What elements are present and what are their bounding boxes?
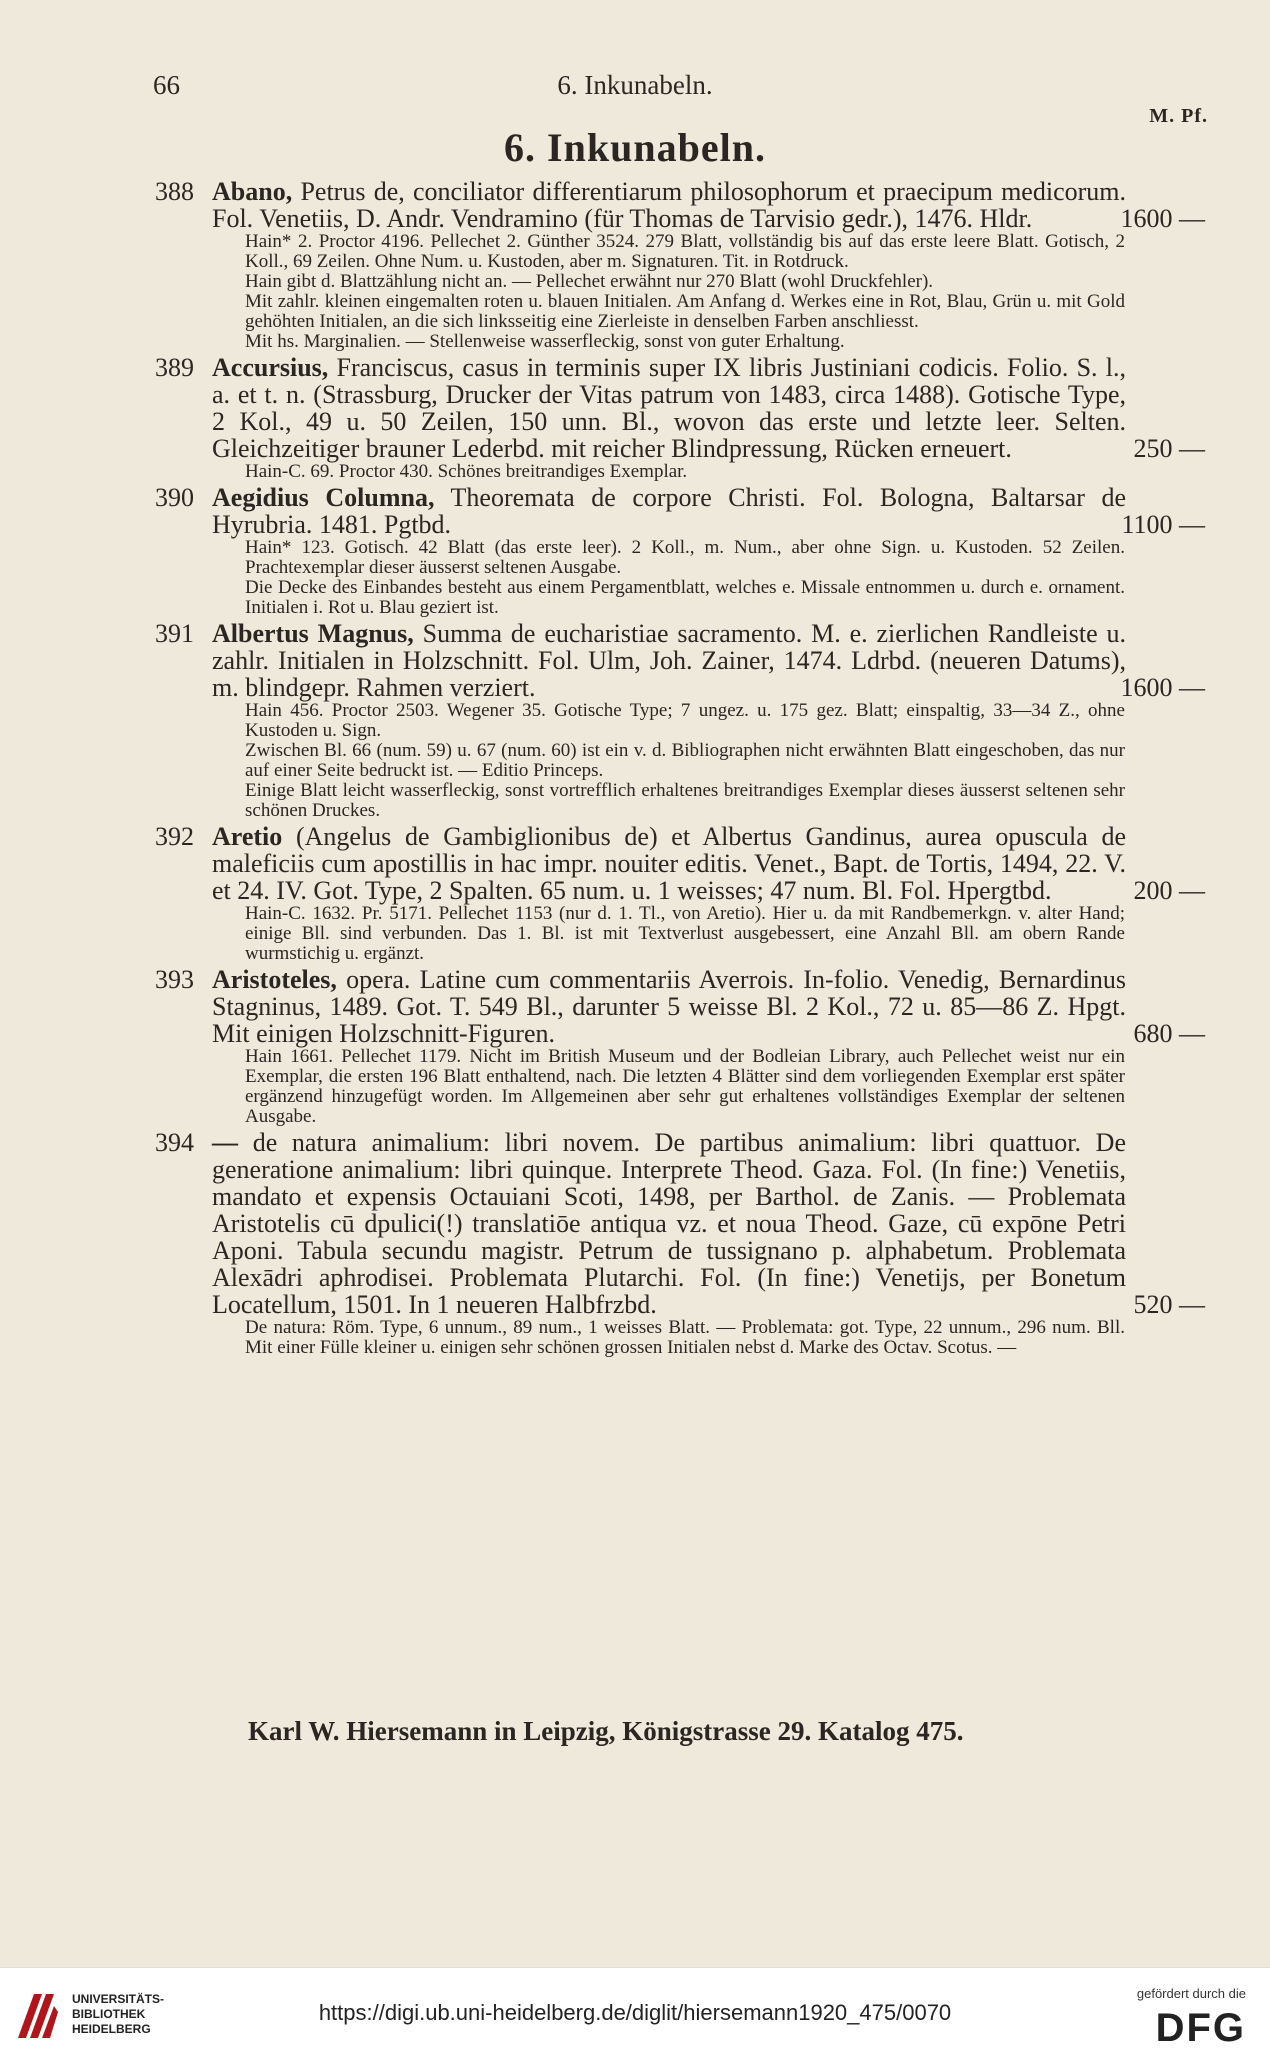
library-name-line: HEIDELBERG (72, 2022, 151, 2036)
entry-note: Hain 1661. Pellechet 1179. Nicht im British Museum und der Bodleian Library, auch Pellechet weist nur ein Exemplar, die ersten 196 Blatt enthaltend, nach. Die letzten 4 Blätter sind dem vorliegenden Exemplar erst später ergänzend hinzugefügt worden. Im Allgemeinen aber sehr gut erhaltenes vollständiges Exemplar der seltenen Ausgabe. (245, 1046, 1125, 1127)
entry-note: Mit hs. Marginalien. — Stellenweise wasserfleckig, sonst von guter Erhaltung. (245, 331, 845, 352)
entry-note: De natura: Röm. Type, 6 unnum., 89 num., 1 weisses Blatt. — Problemata: got. Type, 22 unnum., 296 num. Bll. Mit einer Fülle kleiner u. einigen sehr schönen grossen Initialen nebst d. Marke des Octav. Scotus. — (245, 1317, 1125, 1358)
entry-price: 1100 — (1121, 510, 1205, 539)
entry-price: 200 — (1133, 876, 1205, 905)
catalog-entry (155, 483, 1205, 618)
entry-author: Albertus Magnus, (212, 619, 414, 648)
entry-note: Hain 456. Proctor 2503. Wegener 35. Gotische Type; 7 ungez. u. 175 gez. Blatt; einspaltig, 33—34 Z., ohne Kustoden u. Sign. (245, 700, 1125, 741)
entry-number: 390 (155, 483, 194, 512)
catalog-entry (155, 822, 1205, 964)
permalink-url[interactable]: https://digi.ub.uni-heidelberg.de/diglit/hiersemann1920_475/0070 (318, 2000, 952, 2025)
entry-note: Hain gibt d. Blattzählung nicht an. — Pellechet erwähnt nur 270 Blatt (wohl Druckfehler). (245, 271, 934, 292)
entry-price: 1600 — (1120, 673, 1205, 702)
price-column-label: M. Pf. (1149, 105, 1208, 127)
entry-text (212, 484, 1126, 538)
entry-note: Hain* 2. Proctor 4196. Pellechet 2. Günther 3524. 279 Blatt, vollständig bis auf das erste leere Blatt. Gotisch, 2 Koll., 69 Zeilen. Ohne Num. u. Kustoden, aber m. Signaturen. Tit. in Rotdruck. (245, 231, 1125, 272)
catalog-entry (155, 353, 1205, 482)
entry-author: Accursius, (212, 353, 329, 382)
entry-description: (Angelus de Gambiglionibus de) et Albertus Gandinus, aurea opuscula de maleficiis cum apostillis in hac impr. nouiter editis. Venet., Bapt. de Tortis, 1494, 22. V. et 24. IV. Got. Type, 2 Spalten. 65 num. u. 1 weisses; 47 num. Bl. Fol. Hpergtbd. (212, 822, 1126, 905)
entry-text (212, 823, 1126, 904)
catalog-footer: Karl W. Hiersemann in Leipzig, Königstrasse 29. Katalog 475. (248, 1716, 964, 1746)
section-title: 6. Inkunabeln. (504, 125, 766, 170)
entry-number: 389 (155, 353, 194, 382)
entry-text (212, 354, 1126, 462)
entry-note: Mit zahlr. kleinen eingemalten roten u. blauen Initialen. Am Anfang d. Werkes eine in Rot, Blau, Grün u. mit Gold gehöhten Initialen, an die sich linksseitig eine Zierleiste in denselben Farben anschliesst. (245, 291, 1125, 332)
entry-description: Summa de eucharistiae sacramento. M. e. zierlichen Randleiste u. zahlr. Initialen in Holzschnitt. Fol. Ulm, Joh. Zainer, 1474. Ldrbd. (neueren Datums), m. blindgepr. Rahmen verziert. (212, 619, 1126, 702)
entry-text (212, 620, 1126, 701)
entry-text (212, 1129, 1126, 1318)
page-number: 66 (153, 70, 180, 100)
viewer-footer-bar (0, 1967, 1270, 2060)
entry-description: Franciscus, casus in terminis super IX libris Justiniani codicis. Folio. S. l., a. et t. n. (Strassburg, Drucker der Vitas patrum von 1483, circa 1488). Gotische Type, 2 Kol., 49 u. 50 Zeilen, 150 unn. Bl., wovon das erste und letzte leer. Selten. Gleichzeitiger brauner Lederbd. mit reicher Blindpressung, Rücken erneuert. (212, 353, 1126, 463)
entry-description: opera. Latine cum commentariis Averrois. In-folio. Venedig, Bernardinus Stagninus, 1489. Got. T. 549 Bl., darunter 5 weisse Bl. 2 Kol., 72 u. 85—86 Z. Hpgt. Mit einigen Holzschnitt-Figuren. (212, 965, 1126, 1048)
entry-number: 392 (155, 822, 194, 851)
running-head: 6. Inkunabeln. (557, 70, 713, 100)
entry-number: 388 (155, 177, 194, 206)
entry-author: Aegidius Columna, (212, 483, 435, 512)
entry-price: 520 — (1133, 1290, 1205, 1319)
catalog-entry (155, 965, 1205, 1127)
entry-price: 680 — (1133, 1019, 1205, 1048)
entry-note: Die Decke des Einbandes besteht aus einem Pergamentblatt, welches e. Missale entnommen u. durch e. ornament. Initialen i. Rot u. Blau geziert ist. (245, 577, 1125, 618)
entry-note: Hain* 123. Gotisch. 42 Blatt (das erste leer). 2 Koll., m. Num., aber ohne Sign. u. Kustoden. 52 Zeilen. Prachtexemplar dieser äusserst seltenen Ausgabe. (245, 537, 1125, 578)
entry-number: 391 (155, 619, 194, 648)
entry-note: Zwischen Bl. 66 (num. 59) u. 67 (num. 60) ist ein v. d. Bibliographen nicht erwähnten Blatt eingeschoben, das nur auf einer Seite bedruckt ist. — Editio Princeps. (245, 740, 1125, 781)
entry-price: 1600 — (1120, 204, 1205, 233)
library-name-line: BIBLIOTHEK (72, 2007, 146, 2021)
entry-note: Hain-C. 1632. Pr. 5171. Pellechet 1153 (nur d. 1. Tl., von Aretio). Hier u. da mit Randbemerkgn. v. alter Hand; einige Bll. sind verbunden. Das 1. Bl. ist mit Textverlust ausgebessert, eine Anzahl Bll. am obern Rande wurmstichig u. ergänzt. (245, 903, 1125, 964)
entry-author: Aristoteles, (212, 965, 337, 994)
entry-price: 250 — (1133, 434, 1205, 463)
catalog-entry (155, 1128, 1205, 1358)
catalog-entry (155, 619, 1205, 821)
entry-author: — (212, 1128, 238, 1157)
entry-number: 394 (155, 1128, 194, 1157)
entry-author: Aretio (212, 822, 283, 851)
dfg-logo: DFG (1155, 2006, 1246, 2050)
entry-description: Petrus de, conciliator differentiarum philosophorum et praecipum medicorum. Fol. Venetiis, D. Andr. Vendramino (für Thomas de Tarvisio gedr.), 1476. Hldr. (212, 177, 1126, 233)
entry-author: Abano, (212, 177, 293, 206)
entry-note: Hain-C. 69. Proctor 430. Schönes breitrandiges Exemplar. (245, 461, 688, 482)
library-name-line: UNIVERSITÄTS- (72, 1992, 165, 2006)
entry-text (212, 966, 1126, 1047)
funding-note: gefördert durch die (1136, 1986, 1246, 2001)
entry-description: Theoremata de corpore Christi. Fol. Bologna, Baltarsar de Hyrubria. 1481. Pgtbd. (212, 483, 1127, 539)
entry-number: 393 (155, 965, 194, 994)
entry-description: de natura animalium: libri novem. De partibus animalium: libri quattuor. De generatione animalium: libri quinque. Interprete Theod. Gaza. Fol. (In fine:) Venetiis, mandato et expensis Octauiani Scoti, 1498, per Barthol. de Zanis. — Problemata Aristotelis cū dpulici(!) translatiōe antiqua vz. et noua Theod. Gaze, cū expōne Petri Aponi. Tabula secundu magistr. Petrum de tussignano p. alphabetum. Problemata Alexādri aphrodisei. Problemata Plutarchi. Fol. (In fine:) Venetijs, per Bonetum Locatellum, 1501. In 1 neueren Halbfrzbd. (212, 1128, 1126, 1319)
entry-text (212, 178, 1126, 232)
entry-note: Einige Blatt leicht wasserfleckig, sonst vortrefflich erhaltenes breitrandiges Exemplar dieses äusserst seltenen sehr schönen Druckes. (245, 780, 1125, 821)
catalog-entry (155, 177, 1205, 352)
entry-list (155, 177, 1205, 1360)
